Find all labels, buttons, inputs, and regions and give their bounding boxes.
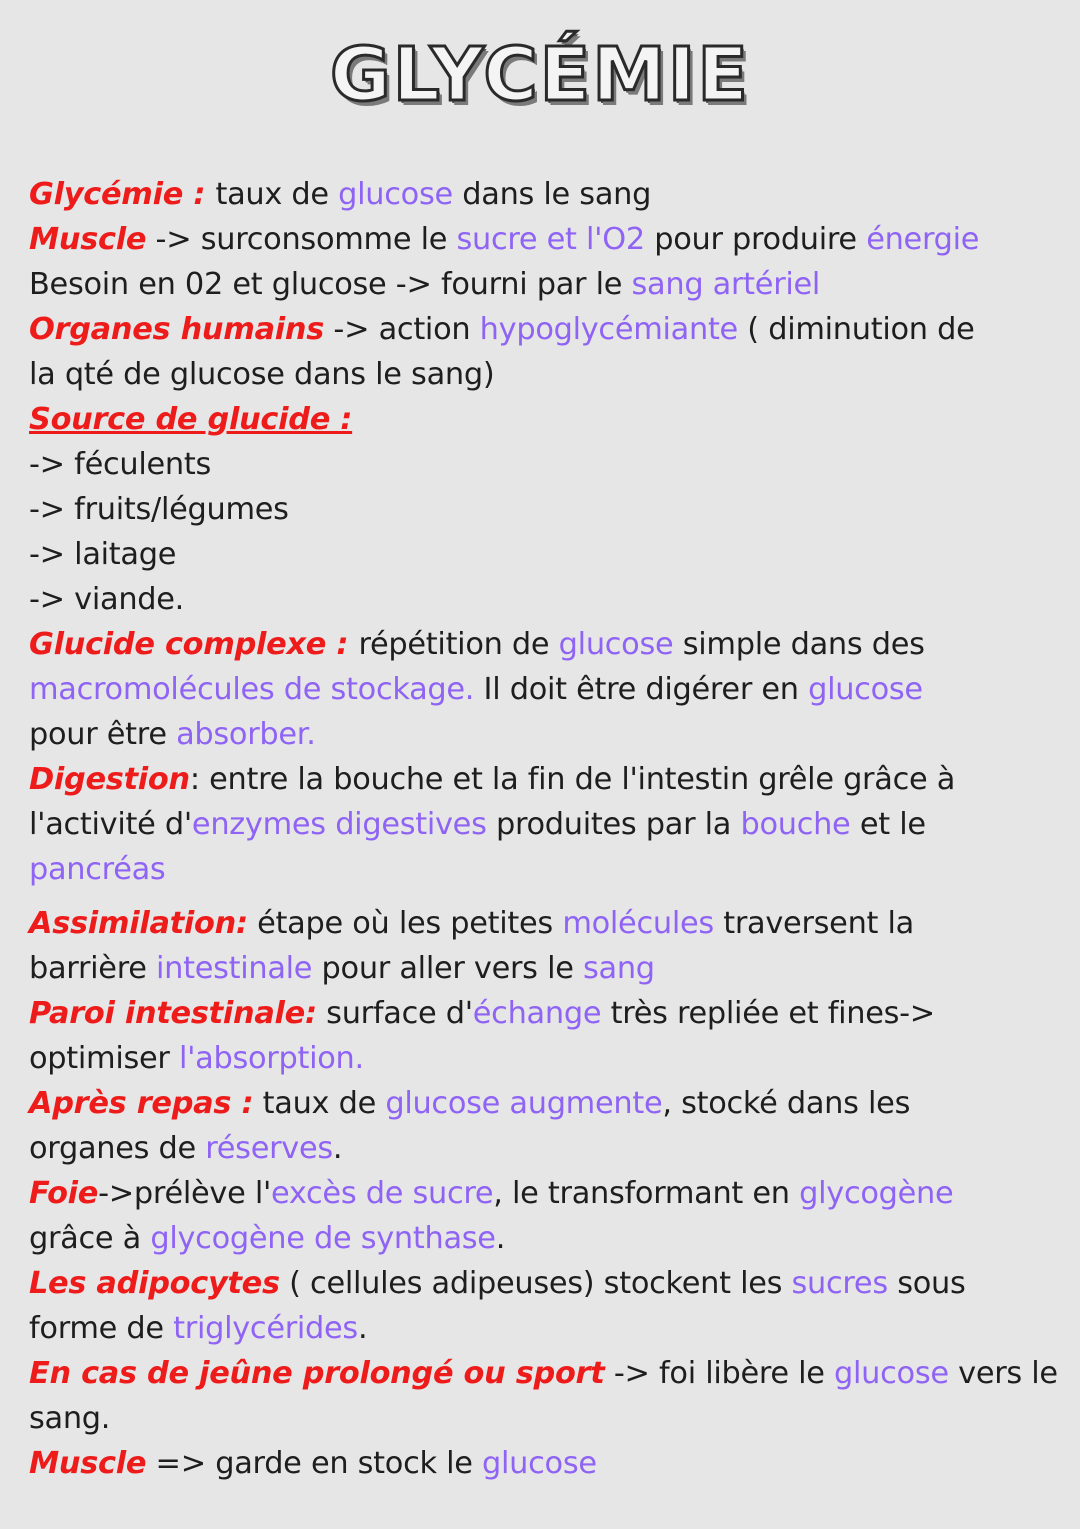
highlight: absorber. [176, 717, 316, 752]
line-foie [29, 1171, 1075, 1216]
text: optimiser [29, 1041, 179, 1076]
highlight: glucose [834, 1356, 949, 1391]
text: étape où les petites [247, 906, 563, 941]
keyword: Après repas : [29, 1086, 254, 1121]
highlight: macromolécules de stockage. [29, 672, 475, 707]
highlight: énergie [866, 222, 980, 257]
highlight: échange [472, 996, 602, 1031]
line-muscle [29, 217, 1075, 262]
text: simple dans des [673, 627, 925, 662]
keyword: En cas de jeûne prolongé ou sport [29, 1356, 605, 1391]
text: traversent la [713, 906, 914, 941]
list-item [29, 487, 1075, 532]
text: taux de [253, 1086, 386, 1121]
keyword: Glycémie : [29, 177, 216, 212]
line-muscle-stock [29, 1441, 1075, 1486]
text: ->prélève l' [98, 1176, 272, 1211]
text: ( diminution de [737, 312, 975, 347]
keyword: Glucide complexe : [29, 627, 359, 662]
highlight: glucose augmente [385, 1086, 663, 1121]
text: surface d' [316, 996, 473, 1031]
keyword: Muscle [29, 1446, 147, 1481]
text: -> laitage [29, 537, 177, 572]
highlight: glucose [558, 627, 674, 662]
highlight: glycogène [799, 1176, 954, 1211]
text: . [495, 1221, 506, 1256]
text: -> surconsomme le [146, 222, 457, 257]
text: pour produire [644, 222, 867, 257]
keyword: Organes humains [29, 312, 325, 347]
text: taux de [215, 177, 339, 212]
line-triglycerides [29, 1306, 1075, 1351]
text: grâce à [29, 1221, 151, 1256]
text: -> action [324, 312, 480, 347]
keyword: Muscle [29, 222, 147, 257]
text: , stocké dans les [662, 1086, 911, 1121]
line-synthase [29, 1216, 1075, 1261]
text: pour être [29, 717, 177, 752]
highlight: sang [582, 951, 655, 986]
text: forme de [29, 1311, 174, 1346]
line-pancreas [29, 847, 1075, 892]
text: . [332, 1131, 343, 1166]
text: dans le sang [452, 177, 652, 212]
text: sang. [29, 1401, 111, 1436]
text: vers le [948, 1356, 1058, 1391]
highlight: hypoglycémiante [479, 312, 738, 347]
highlight: triglycérides [173, 1311, 358, 1346]
note-body [29, 172, 1079, 1486]
line-absorber [29, 712, 1075, 757]
highlight: sucre et l'O2 [456, 222, 645, 257]
highlight: glucose [808, 672, 923, 707]
list-item [29, 532, 1075, 577]
line-optimiser [29, 1036, 1075, 1081]
text: sous [887, 1266, 966, 1301]
highlight: sucres [791, 1266, 888, 1301]
text: -> féculents [29, 447, 211, 482]
line-source-heading [29, 397, 1075, 442]
text: Il doit être digérer en [474, 672, 809, 707]
list-item [29, 577, 1075, 622]
text: Besoin en 02 et glucose -> fourni par le [29, 267, 632, 302]
text: . [357, 1311, 368, 1346]
keyword: Assimilation: [29, 906, 248, 941]
text: et le [850, 807, 926, 842]
highlight: sang artériel [631, 267, 821, 302]
text: organes de [29, 1131, 206, 1166]
line-macromolecules [29, 667, 1075, 712]
highlight: enzymes digestives [191, 807, 487, 842]
line-besoin [29, 262, 1075, 307]
highlight: glucose [338, 177, 453, 212]
highlight: glycogène de synthase [150, 1221, 496, 1256]
keyword: Foie [29, 1176, 99, 1211]
text: : entre la bouche et la fin de l'intestin grêle grâce à [189, 762, 956, 797]
highlight: pancréas [29, 852, 166, 887]
section-heading: Source de glucide : [29, 402, 353, 437]
line-reserves [29, 1126, 1075, 1171]
highlight: molécules [562, 906, 714, 941]
line-assimilation [29, 901, 1075, 946]
keyword: Les adipocytes [29, 1266, 280, 1301]
text: -> fruits/légumes [29, 492, 289, 527]
text: ( cellules adipeuses) stockent les [279, 1266, 792, 1301]
text: -> foi libère le [604, 1356, 835, 1391]
keyword: Paroi intestinale: [29, 996, 317, 1031]
page-title: GLYCÉMIE [330, 32, 750, 118]
highlight: l'absorption. [178, 1041, 364, 1076]
text: répétition de [358, 627, 559, 662]
line-digestion [29, 757, 1075, 802]
text: très repliée et fines-> [601, 996, 935, 1031]
line-paroi [29, 991, 1075, 1036]
highlight: excès de sucre [271, 1176, 494, 1211]
list-item [29, 442, 1075, 487]
line-enzymes [29, 802, 1075, 847]
line-glycemie-definition [29, 172, 1075, 217]
highlight: glucose [482, 1446, 597, 1481]
text: => garde en stock le [146, 1446, 483, 1481]
highlight: réserves [205, 1131, 333, 1166]
line-adipocytes [29, 1261, 1075, 1306]
text: barrière [29, 951, 156, 986]
line-barriere [29, 946, 1075, 991]
line-jeune [29, 1351, 1075, 1396]
highlight: intestinale [155, 951, 313, 986]
keyword: Digestion [29, 762, 190, 797]
line-sang [29, 1396, 1075, 1441]
text: l'activité d' [29, 807, 192, 842]
text: -> viande. [29, 582, 185, 617]
text: la qté de glucose dans le sang) [29, 357, 495, 392]
line-glucide-complexe [29, 622, 1075, 667]
text: , le transformant en [493, 1176, 800, 1211]
text: pour aller vers le [312, 951, 583, 986]
line-organes [29, 307, 1075, 352]
line-apres-repas [29, 1081, 1075, 1126]
line-organes-cont [29, 352, 1075, 397]
text: produites par la [486, 807, 741, 842]
highlight: bouche [740, 807, 851, 842]
